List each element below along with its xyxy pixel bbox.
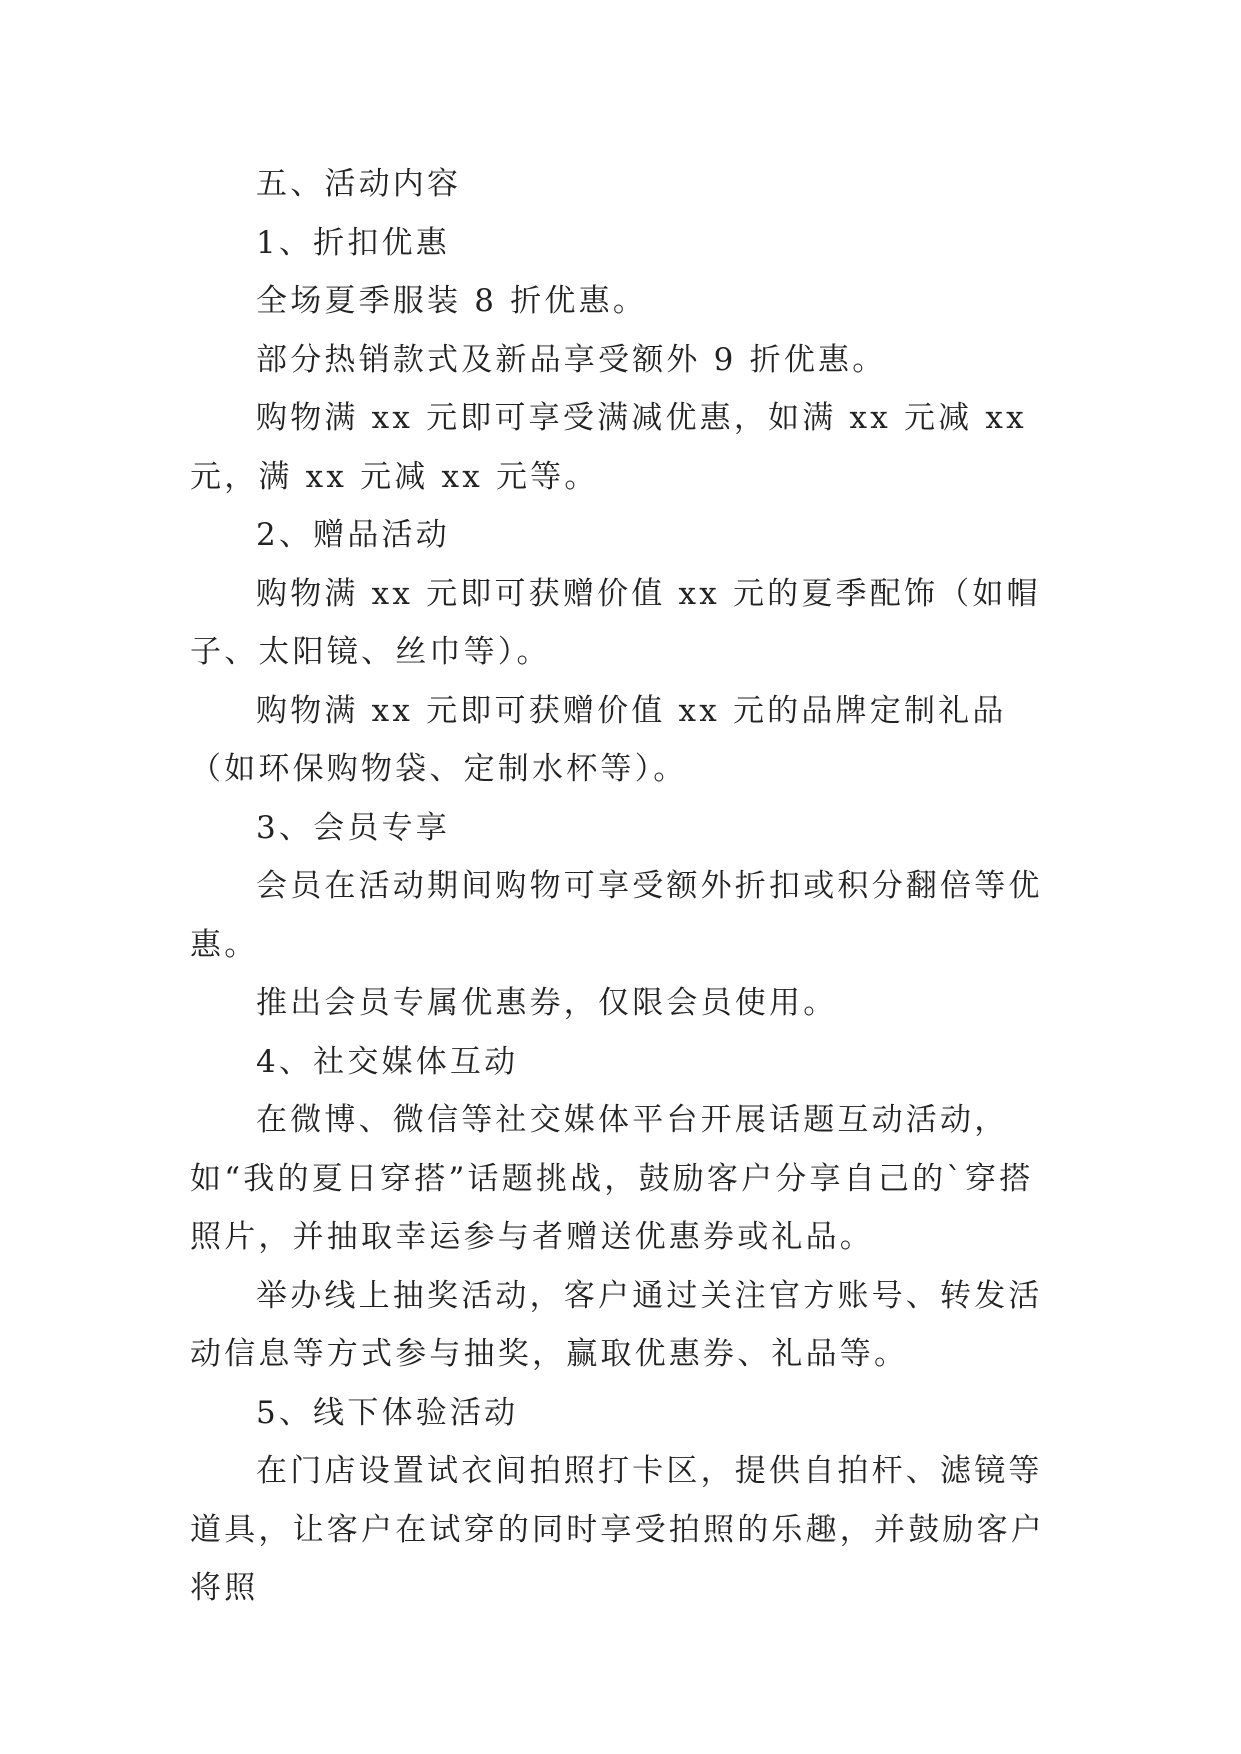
body-paragraph: 购物满 xx 元即可享受满减优惠，如满 xx 元减 xx 元，满 xx 元减 xx 元等。 bbox=[190, 400, 1027, 495]
body-paragraph: 举办线上抽奖活动，客户通过关注官方账号、转发活动信息等方式参与抽奖，赢取优惠券、礼品等。 bbox=[190, 1277, 1043, 1372]
body-paragraph: 推出会员专属优惠券，仅限会员使用。 bbox=[256, 985, 838, 1021]
body-paragraph: 全场夏季服装 8 折优惠。 bbox=[256, 283, 648, 319]
section-heading: 五、活动内容 bbox=[256, 166, 462, 202]
body-paragraph: 会员在活动期间购物可享受额外折扣或积分翻倍等优惠。 bbox=[190, 868, 1043, 963]
subsection-heading: 5、线下体验活动 bbox=[256, 1394, 519, 1431]
body-paragraph: 购物满 xx 元即可获赠价值 xx 元的夏季配饰（如帽子、太阳镜、丝巾等）。 bbox=[190, 575, 1041, 670]
subsection-heading: 4、社交媒体互动 bbox=[256, 1043, 519, 1080]
body-paragraph: 部分热销款式及新品享受额外 9 折优惠。 bbox=[256, 341, 887, 378]
subsection-heading: 3、会员专享 bbox=[256, 809, 450, 846]
body-paragraph: 在微博、微信等社交媒体平台开展话题互动活动，如“我的夏日穿搭”话题挑战，鼓励客户分享自己的`穿搭照片，并抽取幸运参与者赠送优惠券或礼品。 bbox=[190, 1102, 1034, 1255]
subsection-heading: 1、折扣优惠 bbox=[256, 224, 450, 261]
subsection-heading: 2、赠品活动 bbox=[256, 517, 450, 553]
document-body bbox=[190, 155, 1060, 1618]
body-paragraph: 购物满 xx 元即可获赠价值 xx 元的品牌定制礼品（如环保购物袋、定制水杯等）。 bbox=[190, 692, 1007, 787]
body-paragraph: 在门店设置试衣间拍照打卡区，提供自拍杆、滤镜等道具，让客户在试穿的同时享受拍照的乐趣，并鼓励客户将照 bbox=[190, 1453, 1045, 1606]
